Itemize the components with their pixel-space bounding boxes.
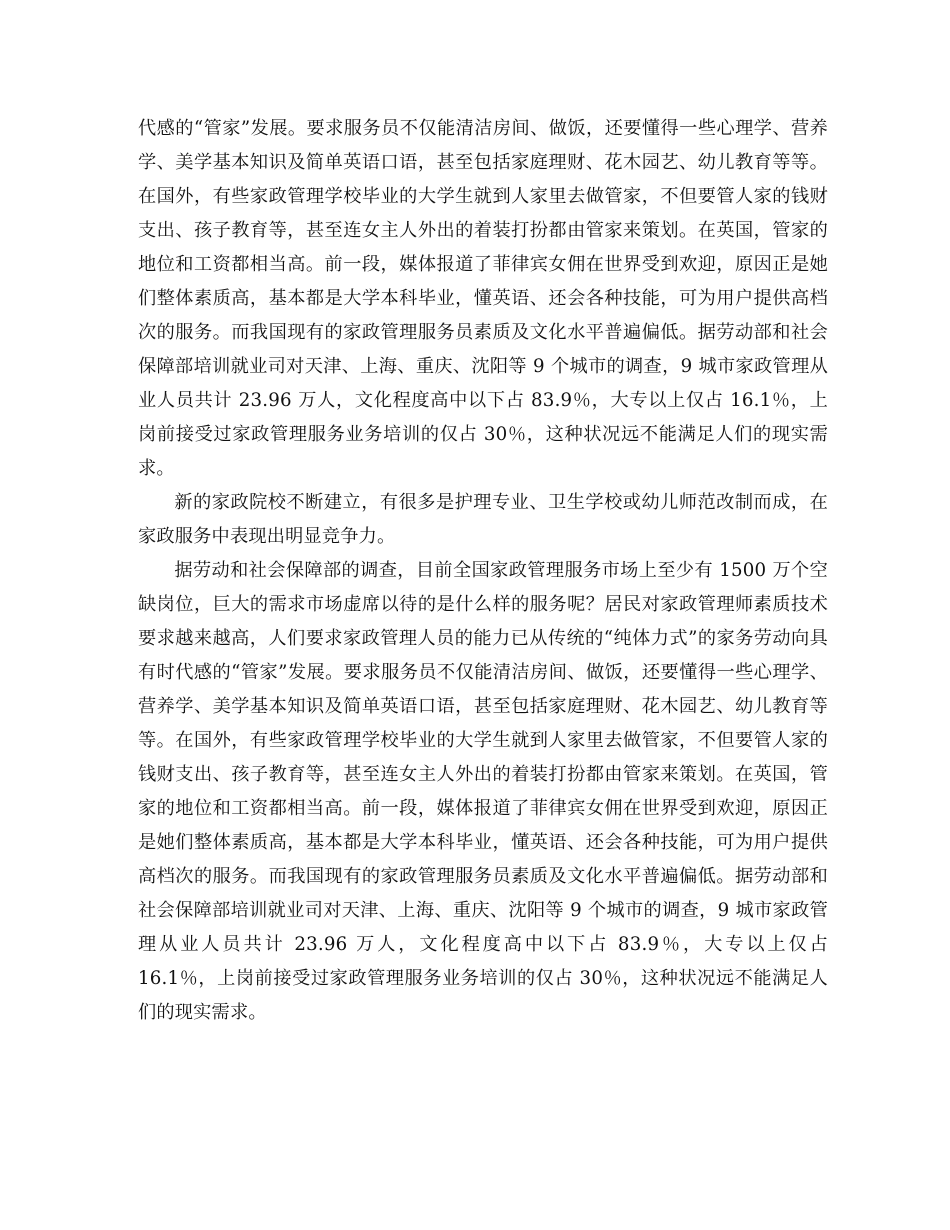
document-body <box>138 112 828 1030</box>
paragraph-survey: 据劳动和社会保障部的调查，目前全国家政管理服务市场上至少有 1500 万个空缺岗位，巨大的需求市场虚席以待的是什么样的服务呢？居民对家政管理师素质技术要求越来越高，人们要求家政管理人员的能力已从传统的“纯体力式”的家务劳动向具有时代感的“管家”发展。要求服务员不仅能清洁房间、做饭，还要懂得一些心理学、营养学、美学基本知识及简单英语口语，甚至包括家庭理财、花木园艺、幼儿教育等等。在国外，有些家政管理学校毕业的大学生就到人家里去做管家，不但要管人家的钱财支出、孩子教育等，甚至连女主人外出的着装打扮都由管家来策划。在英国，管家的地位和工资都相当高。前一段，媒体报道了菲律宾女佣在世界受到欢迎，原因正是她们整体素质高，基本都是大学本科毕业，懂英语、还会各种技能，可为用户提供高档次的服务。而我国现有的家政管理服务员素质及文化水平普遍偏低。据劳动部和社会保障部培训就业司对天津、上海、重庆、沈阳等 9 个城市的调查，9 城市家政管理从业人员共计 23.96 万人，文化程度高中以下占 83.9％，大专以上仅占 16.1％，上岗前接受过家政管理服务业务培训的仅占 30％，这种状况远不能满足人们的现实需求。 <box>138 560 828 1023</box>
paragraph-continuation: 代感的“管家”发展。要求服务员不仅能清洁房间、做饭，还要懂得一些心理学、营养学、美学基本知识及简单英语口语，甚至包括家庭理财、花木园艺、幼儿教育等等。在国外，有些家政管理学校毕业的大学生就到人家里去做管家，不但要管人家的钱财支出、孩子教育等，甚至连女主人外出的着装打扮都由管家来策划。在英国，管家的地位和工资都相当高。前一段，媒体报道了菲律宾女佣在世界受到欢迎，原因正是她们整体素质高，基本都是大学本科毕业，懂英语、还会各种技能，可为用户提供高档次的服务。而我国现有的家政管理服务员素质及文化水平普遍偏低。据劳动部和社会保障部培训就业司对天津、上海、重庆、沈阳等 9 个城市的调查，9 城市家政管理从业人员共计 23.96 万人，文化程度高中以下占 83.9％，大专以上仅占 16.1％，上岗前接受过家政管理服务业务培训的仅占 30％，这种状况远不能满足人们的现实需求。 <box>138 118 828 479</box>
paragraph-new-schools: 新的家政院校不断建立，有很多是护理专业、卫生学校或幼儿师范改制而成，在家政服务中表现出明显竞争力。 <box>138 492 828 547</box>
